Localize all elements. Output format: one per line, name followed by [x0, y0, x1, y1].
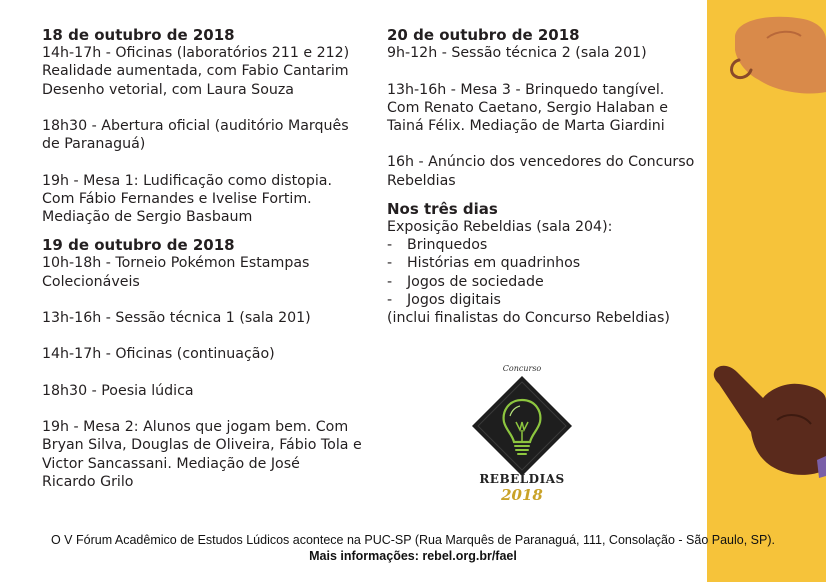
hands-illustration	[707, 0, 826, 582]
mesa3-line-0: 13h-16h - Mesa 3 - Brinquedo tangível.	[387, 81, 665, 98]
exhibition-item: - Histórias em quadrinhos	[387, 255, 581, 272]
poetry-line: 18h30 - Poesia lúdica	[42, 382, 194, 399]
session2-line: 9h-12h - Sessão técnica 2 (sala 201)	[387, 45, 647, 62]
footer-venue: O V Fórum Acadêmico de Estudos Lúdicos acontece na PUC-SP (Rua Marquês de Paranaguá, 111, Consolação - São Paulo, SP).	[50, 533, 775, 547]
day3-heading: 20 de outubro de 2018	[387, 26, 580, 44]
exhibition-item: - Jogos digitais	[387, 291, 501, 308]
mesa2-line-2: Victor Sancassani. Mediação de José	[42, 455, 300, 472]
day1-line-2: Desenho vetorial, com Laura Souza	[42, 81, 295, 98]
right-column	[387, 26, 707, 327]
mesa2-line-3: Ricardo Grilo	[42, 473, 134, 490]
bottom-hand-shape	[714, 366, 826, 475]
mesa3-line-2: Tainá Félix. Mediação de Marta Giardini	[387, 118, 665, 134]
mesa2-line-0: 19h - Mesa 2: Alunos que jogam bem. Com	[42, 419, 349, 436]
session1-line: 13h-16h - Sessão técnica 1 (sala 201)	[42, 310, 311, 326]
rebeldias-logo	[468, 364, 576, 506]
mesa2-line-1: Bryan Silva, Douglas de Oliveira, Fábio Tola e	[42, 437, 362, 454]
exhibition-item: - Jogos de sociedade	[387, 273, 544, 290]
day1-line-0: 14h-17h - Oficinas (laboratórios 211 e 212)	[42, 45, 350, 62]
mesa1-line-2: Mediação de Sergio Basbaum	[42, 209, 253, 225]
mesa1-line-1: Com Fábio Fernandes e Ivelise Fortim.	[42, 190, 312, 207]
tournament-line-0: 10h-18h - Torneio Pokémon Estampas	[42, 255, 310, 272]
exhibition-item: - Brinquedos	[387, 237, 488, 254]
exhibition-note: (inclui finalistas do Concurso Rebeldias)	[387, 310, 670, 327]
mesa3-line-1: Com Renato Caetano, Sergio Halaban e	[387, 99, 668, 116]
footer-more-info: Mais informações: rebel.org.br/fael	[309, 549, 517, 563]
logo-year: 2018	[501, 486, 543, 504]
winners-line-1: Rebeldias	[387, 172, 456, 189]
day2-heading: 19 de outubro de 2018	[42, 236, 235, 255]
footer	[0, 532, 826, 564]
day1-line-1: Realidade aumentada, com Fabio Cantarim	[42, 63, 349, 80]
exhibition-intro: Exposição Rebeldias (sala 204):	[387, 219, 613, 235]
opening-line-0: 18h30 - Abertura oficial (auditório Marquês	[42, 118, 349, 134]
top-hand-shape	[735, 17, 826, 94]
lightbulb-icon	[468, 372, 576, 480]
workshops-line: 14h-17h - Oficinas (continuação)	[42, 346, 275, 363]
all-days-heading: Nos três dias	[387, 199, 498, 218]
tournament-line-1: Colecionáveis	[42, 273, 140, 290]
left-column	[42, 26, 372, 491]
winners-line-0: 16h - Anúncio dos vencedores do Concurso	[387, 154, 695, 171]
opening-line-1: de Paranaguá)	[42, 136, 146, 153]
logo-top-text: Concurso	[502, 364, 542, 373]
day1-heading: 18 de outubro de 2018	[42, 26, 235, 44]
logo-name: REBELDIAS	[479, 472, 565, 486]
mesa1-line-0: 19h - Mesa 1: Ludificação como distopia.	[42, 172, 332, 189]
decorative-side-band	[707, 0, 826, 582]
